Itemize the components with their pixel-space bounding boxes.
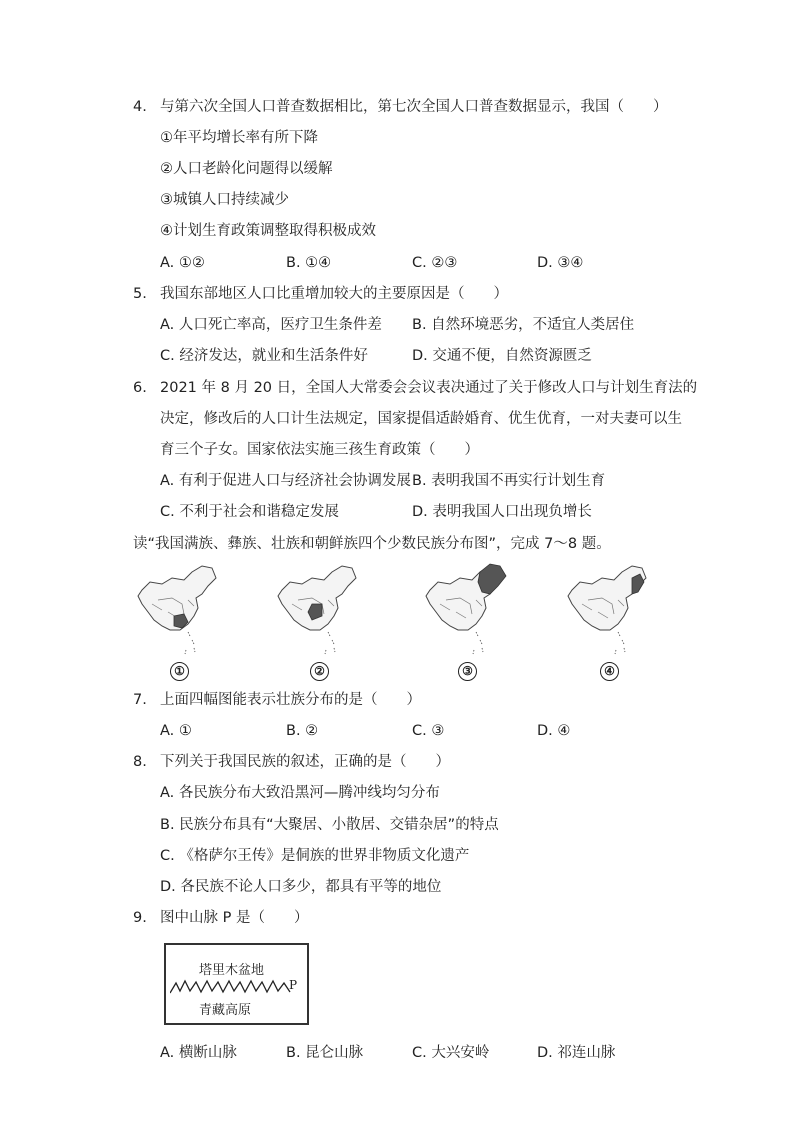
q8-option-d[interactable]: D. 各民族不论人口多少，都具有平等的地位 xyxy=(160,879,442,895)
q7-number: 7. xyxy=(133,692,147,708)
ethnic-maps-figure xyxy=(128,560,668,685)
china-map-4 xyxy=(558,560,668,660)
q5-option-d[interactable]: D. 交通不便，自然资源匮乏 xyxy=(412,348,592,364)
q6-option-d[interactable]: D. 表明我国人口出现负增长 xyxy=(412,504,592,520)
map-3 xyxy=(416,560,526,685)
q4-item-2: ②人口老龄化问题得以缓解 xyxy=(160,161,333,177)
mountain-range-icon xyxy=(170,977,294,997)
q4-option-c[interactable]: C. ②③ xyxy=(412,255,458,271)
q7-option-c[interactable]: C. ③ xyxy=(412,723,445,739)
q8-option-c[interactable]: C. 《格萨尔王传》是侗族的世界非物质文化遗产 xyxy=(160,848,470,864)
map-2 xyxy=(268,560,378,685)
q4-option-a[interactable]: A. ①② xyxy=(160,255,205,271)
q7-stem: 上面四幅图能表示壮族分布的是（ ） xyxy=(160,692,421,708)
q8-option-a[interactable]: A. 各民族分布大致沿黑河—腾冲线均匀分布 xyxy=(160,785,440,801)
q6-option-c[interactable]: C. 不利于社会和谐稳定发展 xyxy=(160,504,339,520)
mountain-figure xyxy=(164,943,309,1025)
figure-top-label: 塔里木盆地 xyxy=(199,963,265,978)
q6-option-a[interactable]: A. 有利于促进人口与经济社会协调发展 xyxy=(160,473,411,489)
q5-option-c[interactable]: C. 经济发达，就业和生活条件好 xyxy=(160,348,368,364)
q8-option-b[interactable]: B. 民族分布具有“大聚居、小散居、交错杂居”的特点 xyxy=(160,817,499,833)
q4-item-3: ③城镇人口持续减少 xyxy=(160,192,289,208)
q4-item-4: ④计划生育政策调整取得积极成效 xyxy=(160,223,376,239)
q7-option-b[interactable]: B. ② xyxy=(286,723,319,739)
q5-stem: 我国东部地区人口比重增加较大的主要原因是（ ） xyxy=(160,286,508,302)
q4-option-b[interactable]: B. ①④ xyxy=(286,255,332,271)
q4-item-1: ①年平均增长率有所下降 xyxy=(160,130,318,146)
q5-option-a[interactable]: A. 人口死亡率高，医疗卫生条件差 xyxy=(160,317,382,333)
china-map-3 xyxy=(416,560,526,660)
q5-number: 5. xyxy=(133,286,147,302)
map-label-2: ② xyxy=(310,662,329,681)
q9-option-d[interactable]: D. 祁连山脉 xyxy=(537,1045,616,1061)
q8-number: 8. xyxy=(133,754,147,770)
q9-number: 9. xyxy=(133,910,147,926)
figure-marker-p: P xyxy=(289,978,298,992)
q9-stem: 图中山脉 P 是（ ） xyxy=(160,910,309,926)
q7-option-d[interactable]: D. ④ xyxy=(537,723,571,739)
q8-stem: 下列关于我国民族的叙述，正确的是（ ） xyxy=(160,754,450,770)
q9-option-a[interactable]: A. 横断山脉 xyxy=(160,1045,237,1061)
map-4 xyxy=(558,560,668,685)
q4-stem: 与第六次全国人口普查数据相比，第七次全国人口普查数据显示，我国（ ） xyxy=(160,99,668,115)
figure-bottom-label: 青藏高原 xyxy=(199,1003,252,1018)
q6-stem-line-1: 2021 年 8 月 20 日，全国人大常委会会议表决通过了关于修改人口与计划生育法的 xyxy=(160,380,698,396)
china-map-1 xyxy=(128,560,238,660)
q9-option-c[interactable]: C. 大兴安岭 xyxy=(412,1045,490,1061)
section-intro: 读“我国满族、彝族、壮族和朝鲜族四个少数民族分布图”，完成 7～8 题。 xyxy=(133,536,611,552)
q4-number: 4. xyxy=(133,99,147,115)
q5-option-b[interactable]: B. 自然环境恶劣，不适宜人类居住 xyxy=(412,317,635,333)
q6-stem-line-3: 育三个子女。国家依法实施三孩生育政策（ ） xyxy=(160,442,479,458)
q6-option-b[interactable]: B. 表明我国不再实行计划生育 xyxy=(412,473,606,489)
q4-option-d[interactable]: D. ③④ xyxy=(537,255,584,271)
map-1 xyxy=(128,560,238,685)
map-label-1: ① xyxy=(170,662,189,681)
china-map-2 xyxy=(268,560,378,660)
map-label-3: ③ xyxy=(458,662,477,681)
q6-stem-line-2: 决定，修改后的人口计生法规定，国家提倡适龄婚育、优生优育，一对夫妻可以生 xyxy=(160,411,682,427)
q9-option-b[interactable]: B. 昆仑山脉 xyxy=(286,1045,364,1061)
q6-number: 6. xyxy=(133,380,147,396)
map-label-4: ④ xyxy=(600,662,619,681)
q7-option-a[interactable]: A. ① xyxy=(160,723,192,739)
